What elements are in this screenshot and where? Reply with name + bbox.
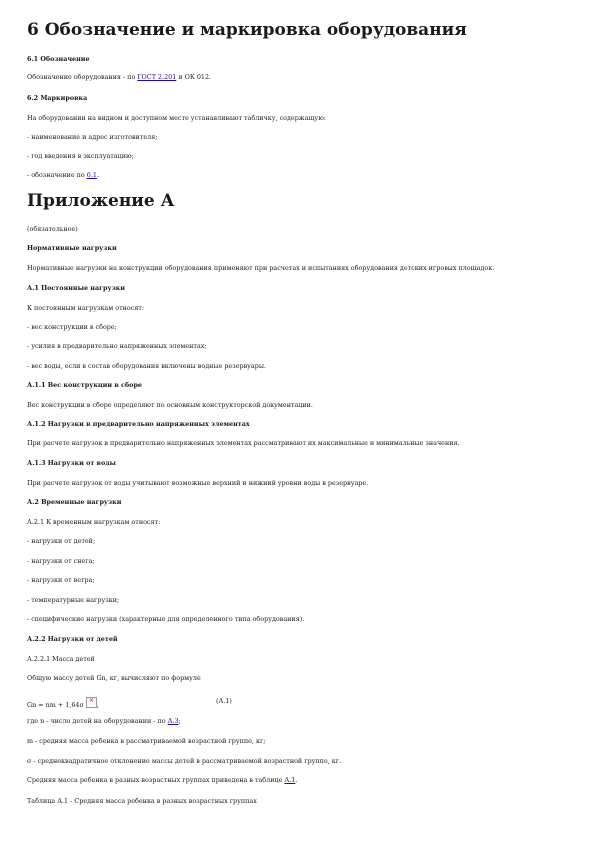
appendix-name: Нормативные нагрузки	[27, 244, 117, 252]
a1-paragraph: К постоянным нагрузкам относят:	[27, 304, 145, 312]
text-run: Обозначение оборудования - по	[27, 73, 138, 81]
section-6-1-paragraph	[27, 73, 211, 81]
list-item	[27, 171, 99, 179]
where-paragraph	[27, 717, 181, 725]
list-item: - нагрузки от детей;	[27, 537, 96, 545]
m-definition: m - средняя масса ребенка в рассматриваемой возрастной группе, кг;	[27, 737, 266, 745]
gost-2-201-link[interactable]: ГОСТ 2.201	[137, 73, 177, 81]
list-item: - наименование и адрес изготовителя;	[27, 133, 158, 141]
formula-line	[27, 697, 99, 709]
section-6-title: 6 Обозначение и маркировка оборудования	[27, 20, 467, 40]
a1-1-paragraph: Вес конструкции в сборе определяют по основным конструкторской документации.	[27, 401, 313, 409]
list-item: - нагрузки от ветра;	[27, 576, 95, 584]
table-reference	[27, 776, 297, 784]
table-a1-link[interactable]: А.1	[284, 776, 296, 784]
section-6-1-heading: 6.1 Обозначение	[27, 55, 90, 63]
text-run: ;	[178, 717, 181, 725]
list-item: - вес конструкции в сборе;	[27, 323, 117, 331]
a1-3-paragraph: При расчете нагрузок от воды учитывают возможные верхний и нижний уровни воды в резервуаре.	[27, 479, 369, 487]
a1-2-paragraph: При расчете нагрузок в предварительно напряженных элементах рассматривают их максимальные и минимальные значения.	[27, 439, 460, 447]
a3-link[interactable]: А.3	[167, 717, 179, 725]
list-item: - год введения в эксплуатацию;	[27, 152, 134, 160]
a1-heading: А.1 Постоянные нагрузки	[27, 284, 126, 292]
list-item: - усилия в предварительно напряженных элементах;	[27, 342, 207, 350]
a2-2-1-paragraph: Общую массу детей Gn, кг, вычисляют по формуле	[27, 674, 201, 682]
section-6-1-link[interactable]: 6.1	[86, 171, 97, 179]
a1-3-heading: А.1.3 Нагрузки от воды	[27, 459, 116, 467]
a1-2-heading: А.1.2 Нагрузки в предварительно напряженных элементах	[27, 420, 250, 428]
text-run: Средняя масса ребенка в разных возрастных группах приведена в таблице	[27, 776, 285, 784]
appendix-a-title: Приложение А	[27, 191, 175, 211]
text-run: .	[295, 776, 298, 784]
a2-heading: А.2 Временные нагрузки	[27, 498, 122, 506]
list-item: - специфические нагрузки (характерные для определенного типа оборудования).	[27, 615, 305, 623]
text-run: .	[96, 171, 99, 179]
section-6-2-heading: 6.2 Маркировка	[27, 94, 88, 102]
list-item: - температурные нагрузки;	[27, 596, 120, 604]
a1-1-heading: А.1.1 Вес конструкции в сборе	[27, 381, 142, 389]
list-item: - вес воды, если в состав оборудования включены водные резервуары.	[27, 362, 266, 370]
section-6-2-paragraph: На оборудовании на видном и доступном месте устанавливают табличку, содержащую:	[27, 114, 326, 122]
list-item: - нагрузки от снега;	[27, 557, 95, 565]
formula: Gn = nm + 1,64σ	[27, 701, 84, 709]
formula-number: (А.1)	[216, 697, 232, 705]
formula-tail: ,	[96, 701, 99, 709]
a2-2-1-heading: А.2.2.1 Масса детей	[27, 655, 95, 663]
a2-2-heading: А.2.2 Нагрузки от детей	[27, 635, 118, 643]
broken-image-icon: ×	[86, 697, 97, 708]
text-run: где n - число детей на оборудовании - по	[27, 717, 168, 725]
text-run: - обозначение по	[27, 171, 87, 179]
sigma-definition: σ - среднеквадратичное отклонение массы детей в рассматриваемой возрастной группе, кг.	[27, 757, 342, 765]
appendix-status: (обязательное)	[27, 225, 78, 233]
table-caption: Таблица А.1 - Средняя масса ребенка в разных возрастных группах	[27, 797, 257, 805]
text-run: и ОК 012.	[176, 73, 212, 81]
appendix-intro: Нормативные нагрузки на конструкции оборудования применяют при расчетах и испытаниях оборудования детских игровых площадок.	[27, 264, 495, 272]
a2-1-paragraph: А.2.1 К временным нагрузкам относят:	[27, 518, 161, 526]
